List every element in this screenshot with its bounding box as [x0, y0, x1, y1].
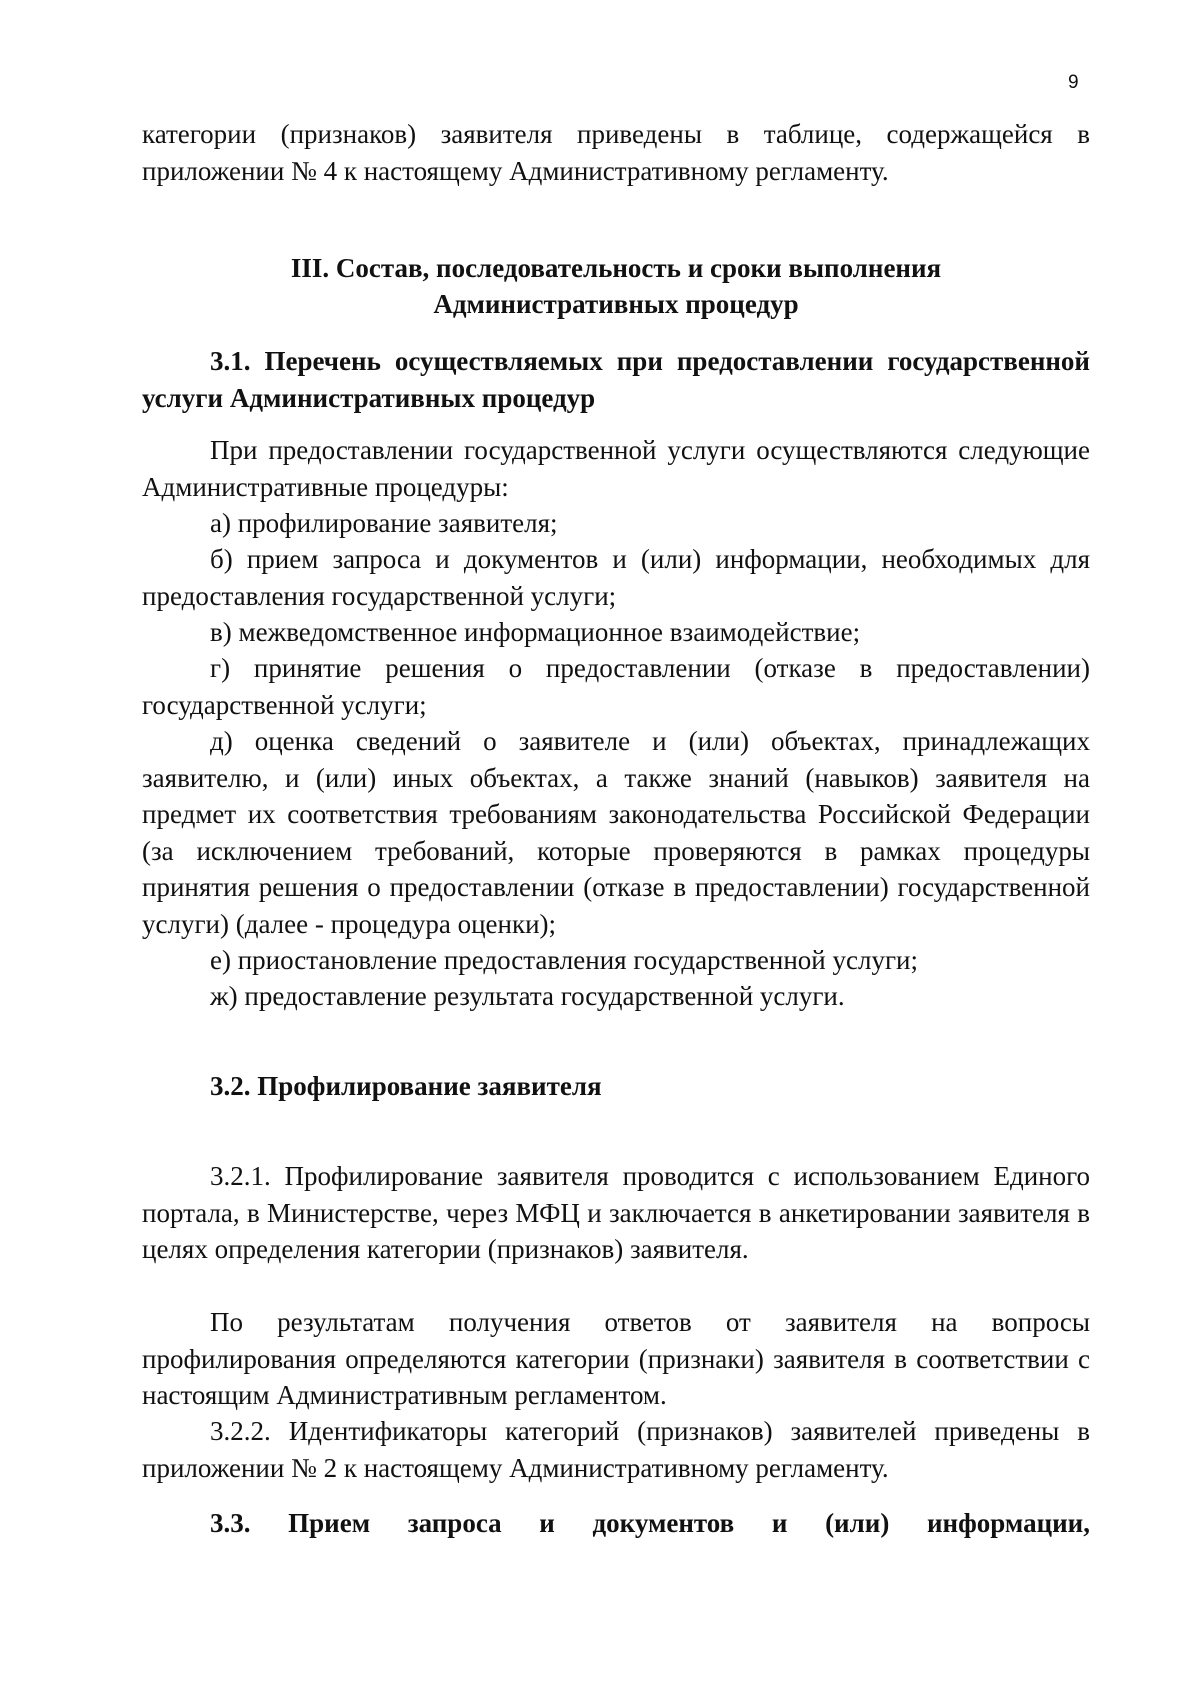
paragraph-3-2-2: 3.2.2. Идентификаторы категорий (признаков) заявителей приведены в приложении № 2 к настоящему Административному регламенту.: [142, 1416, 1090, 1483]
procedure-item-b: б) прием запроса и документов и (или) информации, необходимых для предоставления государственной услуги;: [142, 544, 1090, 611]
subsection-3-3-heading: 3.3. Прием запроса и документов и (или) информации,: [210, 1508, 1090, 1538]
paragraph-3-1: При предоставлении государственной услуги осуществляются следующие Административные процедуры:: [142, 435, 1090, 502]
procedure-item-f: е) приостановление предоставления государственной услуги;: [210, 945, 918, 975]
procedure-item-a: а) профилирование заявителя;: [210, 508, 558, 538]
subsection-3-1-heading: 3.1. Перечень осуществляемых при предоставлении государственной услуги Административных процедур: [142, 346, 1090, 413]
section-title-line1: III. Состав, последовательность и сроки выполнения: [290, 253, 942, 283]
procedure-item-g: ж) предоставление результата государственной услуги.: [210, 981, 845, 1011]
procedure-item-e: д) оценка сведений о заявителе и (или) объектах, принадлежащих заявителю, и (или) иных объектах, а также знаний (навыков) заявителя на предмет их соответствия требованиям законодательства Российской Федерации (за исключением требований, которые проверяются в рамках процедуры принятия решения о предоставлении (отказе в предоставлении) государственной услуги) (далее - процедура оценки);: [142, 726, 1090, 939]
paragraph-3-2-1-profiling: По результатам получения ответов от заявителя на вопросы профилирования определяются категории (признаки) заявителя в соответствии с настоящим Административным регламентом.: [142, 1307, 1090, 1410]
intro-paragraph: категории (признаков) заявителя приведены в таблице, содержащейся в приложении № 4 к настоящему Административному регламенту.: [142, 119, 1090, 186]
section-title-line2: Административных процедур: [433, 289, 799, 319]
procedure-item-c: в) межведомственное информационное взаимодействие;: [210, 617, 861, 647]
paragraph-3-2-1: 3.2.1. Профилирование заявителя проводится с использованием Единого портала, в Министерстве, через МФЦ и заключается в анкетировании заявителя в целях определения категории (признаков) заявителя.: [142, 1161, 1090, 1264]
procedure-item-d: г) принятие решения о предоставлении (отказе в предоставлении) государственной услуги;: [142, 653, 1090, 720]
page-number: 9: [1068, 72, 1079, 93]
subsection-3-2-heading: 3.2. Профилирование заявителя: [210, 1071, 602, 1101]
